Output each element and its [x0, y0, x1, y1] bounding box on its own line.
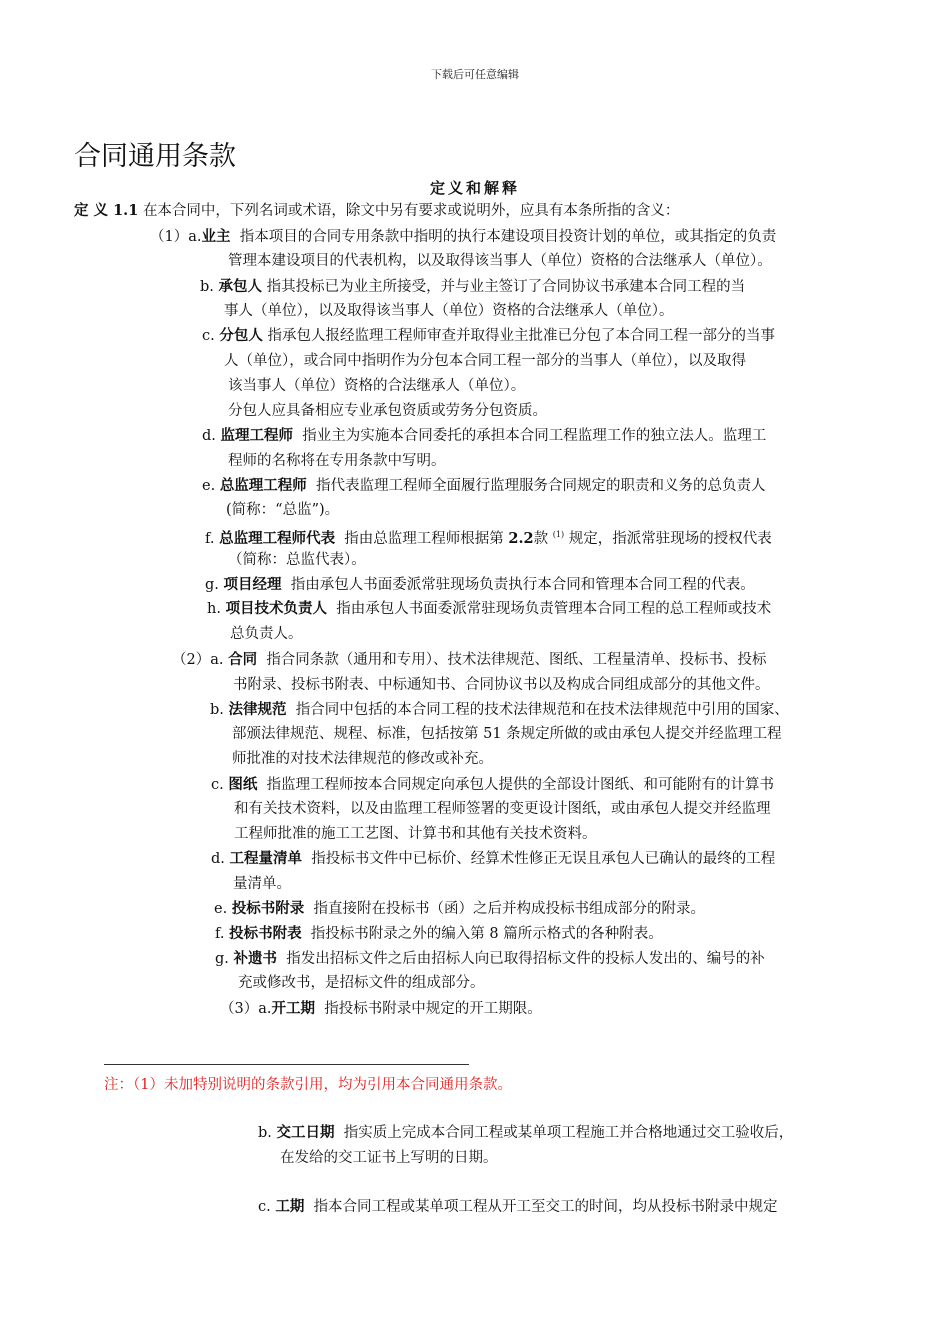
definition-text: 指其投标已为业主所接受，并与业主签订了合同协议书承建本合同工程的当: [266, 279, 746, 295]
definition-text: 指业主为实施本合同委托的承担本合同工程监理工作的独立法人。监理工: [302, 428, 767, 444]
definition-text: 指投标书文件中已标价、经算术性修正无误且承包人已确认的最终的工程: [311, 851, 776, 867]
definition-text: 指本合同工程或某单项工程从开工至交工的时间，均从投标书附录中规定: [313, 1199, 778, 1215]
item-prefix: （1）a.: [150, 229, 202, 245]
document-title: 合同通用条款: [74, 141, 236, 172]
definition-text: 指发出招标文件之后由招标人向已取得招标文件的投标人发出的、编号的补: [286, 951, 765, 967]
definition-text: 指由总监理工程师根据第: [344, 530, 504, 547]
definition-text: 指投标书附录之外的编入第 8 篇所示格式的各种附表。: [310, 926, 663, 942]
definition-continuation: 总负责人。: [230, 626, 303, 642]
term: 投标书附录: [231, 900, 305, 917]
definition-text: 指合同条款（通用和专用）、技术法律规范、图纸、工程量清单、投标书、投标: [266, 652, 767, 668]
item-prefix: f.: [205, 530, 215, 547]
definition-text: 指本项目的合同专用条款中指明的执行本建设项目投资计划的单位，或其指定的负责: [239, 229, 777, 245]
term: 承包人: [218, 278, 263, 295]
footnote: 注：（1）未加特别说明的条款引用，均为引用本合同通用条款。: [104, 1077, 512, 1093]
definition-item: [258, 1198, 778, 1216]
term: 工程量清单: [229, 850, 303, 867]
item-prefix: （3）a.: [220, 1001, 272, 1017]
item-prefix: c.: [258, 1199, 271, 1215]
item-prefix: b.: [210, 702, 224, 718]
clause-text: 在本合同中，下列名词或术语，除文中另有要求或说明外，应具有本条所指的含义：: [142, 203, 680, 219]
definition-item: [172, 651, 767, 669]
definition-item: [214, 900, 705, 918]
definition-text: 指由承包人书面委派常驻现场负责管理本合同工程的总工程师或技术: [336, 601, 772, 617]
item-prefix: g.: [205, 577, 219, 593]
term: 工期: [275, 1198, 305, 1215]
definition-text: 指投标书附录中规定的开工期限。: [324, 1001, 542, 1017]
definition-text: 指由承包人书面委派常驻现场负责执行本合同和管理本合同工程的代表。: [290, 577, 755, 593]
page-header: 下载后可任意编辑: [431, 68, 519, 81]
definition-item: [215, 950, 765, 968]
term: 交工日期: [276, 1124, 335, 1141]
section-title: 定义和解释: [429, 179, 520, 197]
definition-continuation: 人（单位），或合同中指明作为分包本合同工程一部分的当事人（单位），以及取得: [224, 353, 746, 369]
clause-number: 2.2: [508, 529, 534, 547]
definition-item: [202, 427, 766, 445]
item-prefix: d.: [202, 428, 216, 444]
definition-item: [258, 1124, 793, 1142]
definition-item: [215, 925, 663, 943]
term: 投标书附表: [229, 925, 302, 942]
term: 分包人: [219, 327, 263, 344]
term: 项目经理: [223, 576, 282, 593]
definition-continuation: 事人（单位），以及取得该当事人（单位）资格的合法继承人（单位）。: [224, 303, 674, 319]
definition-text: 指实质上完成本合同工程或某单项工程施工并合格地通过交工验收后，: [343, 1125, 794, 1141]
definition-continuation: 程师的名称将在专用条款中写明。: [228, 453, 446, 469]
definition-item: [220, 1000, 542, 1018]
definition-item: [205, 526, 772, 548]
term: 补遗书: [233, 950, 278, 967]
term: 图纸: [228, 776, 258, 793]
item-prefix: （2）a.: [172, 652, 224, 668]
definition-item: [210, 701, 789, 719]
definition-text: 指承包人报经监理工程师审查并取得业主批准已分包了本合同工程一部分的当事: [267, 328, 775, 344]
item-prefix: g.: [215, 951, 229, 967]
definition-continuation: 在发给的交工证书上写明的日期。: [280, 1150, 498, 1166]
definition-continuation: 工程师批准的施工工艺图、计算书和其他有关技术资料。: [234, 826, 597, 842]
definition-intro: [74, 202, 679, 220]
term: 开工期: [271, 1000, 315, 1017]
definition-text: 款: [533, 530, 549, 547]
definition-continuation: 书附录、投标书附表、中标通知书、合同协议书以及构成合同组成部分的其他文件。: [233, 677, 770, 693]
term: 项目技术负责人: [225, 600, 328, 617]
footnote-marker: (1): [552, 530, 565, 539]
definition-item: [150, 228, 776, 246]
definition-continuation: 充或修改书，是招标文件的组成部分。: [238, 975, 485, 991]
definition-continuation: 量清单。: [233, 876, 291, 892]
item-prefix: c.: [202, 328, 215, 344]
item-prefix: b.: [200, 279, 214, 295]
item-prefix: f.: [215, 926, 225, 942]
definition-item: [211, 776, 774, 794]
definition-continuation: 管理本建设项目的代表机构，以及取得该当事人（单位）资格的合法继承人（单位）。: [228, 253, 772, 269]
term: 合同: [228, 651, 258, 668]
term: 总监理工程师: [219, 477, 307, 494]
definition-continuation: （简称：总监代表）。: [228, 552, 366, 568]
term: 监理工程师: [220, 427, 294, 444]
definition-continuation: 分包人应具备相应专业承包资质或劳务分包资质。: [228, 403, 547, 419]
definition-text: 指代表监理工程师全面履行监理服务合同规定的职责和义务的总负责人: [316, 478, 766, 494]
clause-label: 定 义 1.1: [74, 202, 139, 219]
definition-item: [211, 850, 775, 868]
term: 业主: [201, 228, 231, 245]
definition-continuation: 师批准的对技术法律规范的修改或补充。: [232, 751, 493, 767]
definition-text: 指直接附在投标书（函）之后并构成投标书组成部分的附录。: [313, 901, 706, 917]
definition-item: [202, 327, 775, 345]
definition-item: [207, 600, 771, 618]
definition-text: 规定，指派常驻现场的授权代表: [568, 530, 772, 547]
item-prefix: b.: [258, 1125, 272, 1141]
footnote-divider: [104, 1064, 469, 1065]
item-prefix: c.: [211, 777, 224, 793]
item-prefix: e.: [202, 478, 216, 494]
item-prefix: d.: [211, 851, 225, 867]
definition-item: [200, 278, 745, 296]
definition-continuation: 该当事人（单位）资格的合法继承人（单位）。: [228, 378, 526, 394]
definition-text: 指合同中包括的本合同工程的技术法律规范和在技术法律规范中引用的国家、: [295, 702, 789, 718]
definition-continuation: (简称：“总监”)。: [226, 502, 340, 518]
item-prefix: e.: [214, 901, 228, 917]
definition-item: [205, 576, 755, 594]
definition-text: 指监理工程师按本合同规定向承包人提供的全部设计图纸、和可能附有的计算书: [266, 777, 775, 793]
term: 总监理工程师代表: [219, 529, 336, 547]
item-prefix: h.: [207, 601, 221, 617]
definition-continuation: 部颁法律规范、规程、标准，包括按第 51 条规定所做的或由承包人提交并经监理工程: [232, 726, 782, 742]
definition-item: [202, 477, 766, 495]
term: 法律规范: [228, 701, 287, 718]
definition-continuation: 和有关技术资料，以及由监理工程师签署的变更设计图纸，或由承包人提交并经监理: [234, 801, 771, 817]
